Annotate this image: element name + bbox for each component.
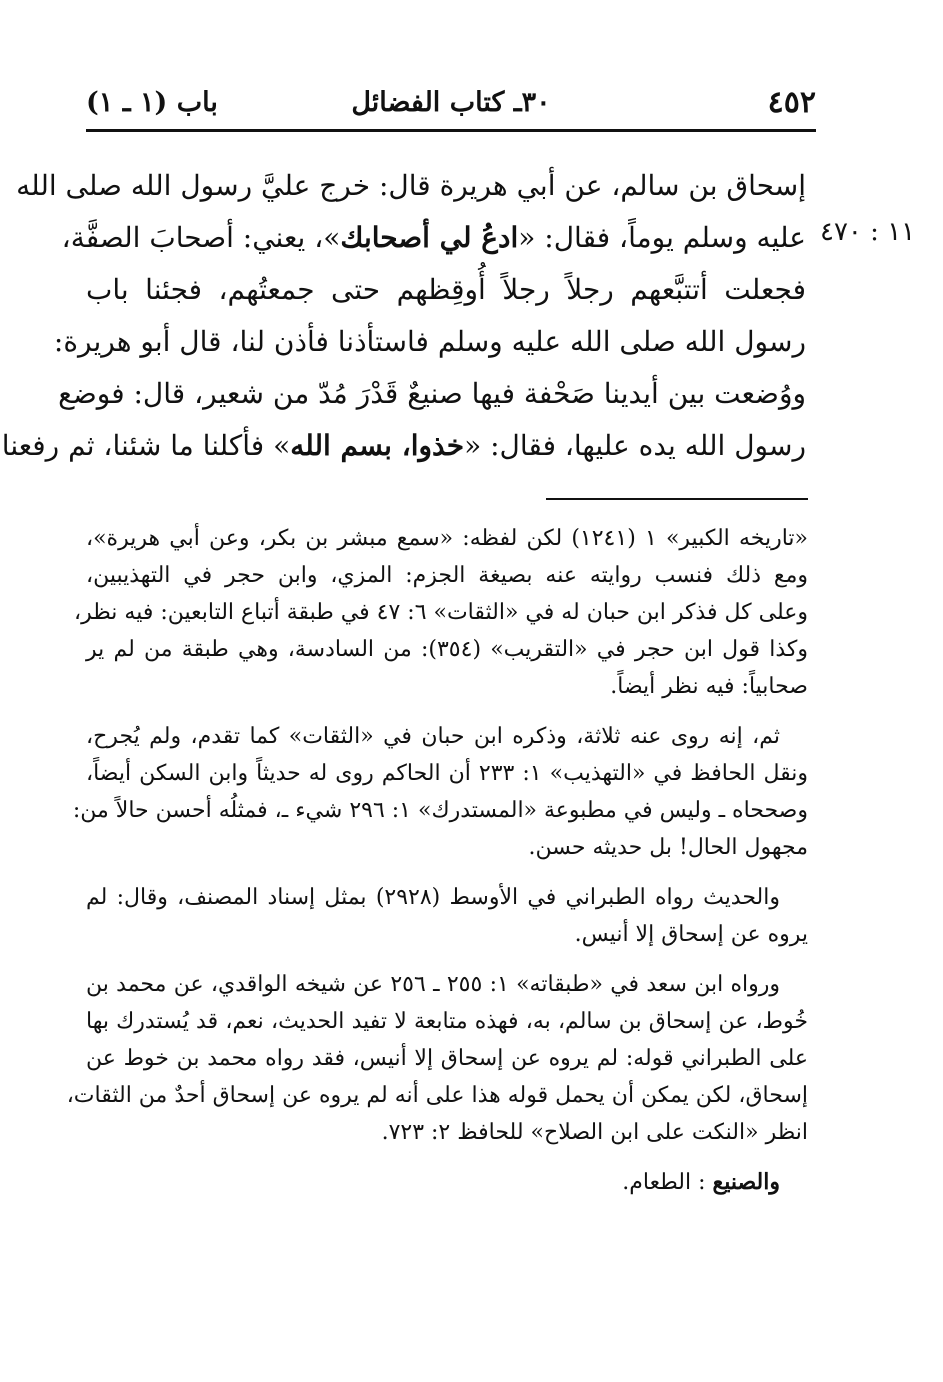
main-line: ووُضعت بين أيدينا صَحْفة فيها صنيعٌ قَدْرَ مُدّ من شعير، قال: فوضع bbox=[58, 377, 806, 410]
footnote-line: يروه عن إسحاق إلا أنيس. bbox=[574, 922, 808, 947]
gloss-definition: : الطعام. bbox=[622, 1170, 706, 1195]
footnote-line: ثم، إنه روى عنه ثلاثة، وذكره ابن حبان في «الثقات» كما تقدم، ولم يُجرح، bbox=[86, 724, 780, 749]
footnote-paragraph bbox=[72, 718, 808, 866]
running-header bbox=[86, 78, 816, 124]
footnote-paragraph bbox=[86, 879, 808, 953]
footnote-paragraph bbox=[74, 520, 809, 705]
footnote-line: على الطبراني قوله: لم يروه عن إسحاق إلا أنيس، فقد رواه محمد بن خوط عن bbox=[86, 1046, 808, 1071]
header-rule bbox=[86, 129, 816, 132]
book-title: ٣٠ـ كتاب الفضائل bbox=[351, 87, 551, 118]
main-line: رسول الله صلى الله عليه وسلم فاستأذنا فأذن لنا، قال أبو هريرة: bbox=[53, 325, 806, 358]
main-line: إسحاق بن سالم، عن أبي هريرة قال: خرج عليَّ رسول الله صلى الله bbox=[16, 169, 806, 202]
footnote-line: ومع ذلك فنسب روايته عنه بصيغة الجزم: المزي، وابن حجر في التهذيبين، bbox=[86, 563, 808, 588]
footnote-line: وعلى كل فذكر ابن حبان له في «الثقات» ٦: ٤٧ في طبقة أتباع التابعين: فيه نظر، bbox=[74, 600, 808, 625]
footnote-line: صحابياً: فيه نظر أيضاً. bbox=[610, 674, 808, 699]
footnote-line: إسحاق، لكن يمكن أن يحمل قوله هذا على أنه لم يروه عن إسحاق أحدٌ من الثقات، bbox=[66, 1083, 808, 1108]
gloss-term: والصنيع bbox=[712, 1169, 780, 1195]
hadith-quote: خذوا، بسم الله bbox=[290, 429, 465, 462]
footnote-line: وكذا قول ابن حجر في «التقريب» (٣٥٤): من السادسة، وهي طبقة من لم ير bbox=[86, 637, 808, 662]
main-line: فجعلت أتتبَّعهم رجلاً رجلاً أُوقِظهم حتى جمعتُهم، فجئنا باب bbox=[86, 273, 806, 306]
chapter-label: باب (١ ـ ١) bbox=[86, 87, 218, 118]
footnote-line: مجهول الحال! بل حديثه حسن. bbox=[528, 835, 808, 860]
footnote-line: «تاريخه الكبير» ١ (١٢٤١) لكن لفظه: «سمع مبشر بن بكر، وعن أبي هريرة»، bbox=[86, 526, 809, 551]
page-number: ٤٥٢ bbox=[767, 85, 816, 120]
gloss-paragraph bbox=[86, 1164, 808, 1201]
footnote-paragraph bbox=[66, 966, 808, 1151]
gloss-line bbox=[86, 1164, 808, 1201]
hadith-quote: ادعُ لي أصحابك bbox=[340, 221, 519, 254]
footnote-line: خُوط، عن إسحاق بن سالم، به، فهذه متابعة لا تفيد الحديث، نعم، قد يُستدرك بها bbox=[86, 1009, 808, 1034]
main-line: عليه وسلم يوماً، فقال: «ادعُ لي أصحابك»، يعني: أصحابَ الصفَّة، bbox=[61, 221, 806, 254]
main-line: رسول الله يده عليها، فقال: «خذوا، بسم الله» فأكلنا ما شئنا، ثم رفعنا bbox=[1, 429, 806, 462]
footnote-line: انظر «النكت على ابن الصلاح» للحافظ ٢: ٧٢٣. bbox=[381, 1120, 808, 1145]
footnote-line: ونقل الحافظ في «التهذيب» ١: ٢٣٣ أن الحاكم روى له حديثاً وابن السكن أيضاً، bbox=[86, 761, 808, 786]
main-text bbox=[1, 160, 806, 472]
footnote-rule bbox=[546, 498, 808, 500]
footnotes bbox=[66, 520, 809, 1214]
footnote-line: ورواه ابن سعد في «طبقاته» ١: ٢٥٥ ـ ٢٥٦ عن شيخه الواقدي، عن محمد بن bbox=[86, 972, 781, 997]
footnote-line: وصححاه ـ وليس في مطبوعة «المستدرك» ١: ٢٩٦ شيء ـ، فمثلُه أحسن حالاً من: bbox=[72, 798, 808, 823]
footnote-line: والحديث رواه الطبراني في الأوسط (٢٩٢٨) بمثل إسناد المصنف، وقال: لم bbox=[86, 885, 780, 910]
margin-reference: ١١ : ٤٧٠ bbox=[820, 217, 916, 247]
